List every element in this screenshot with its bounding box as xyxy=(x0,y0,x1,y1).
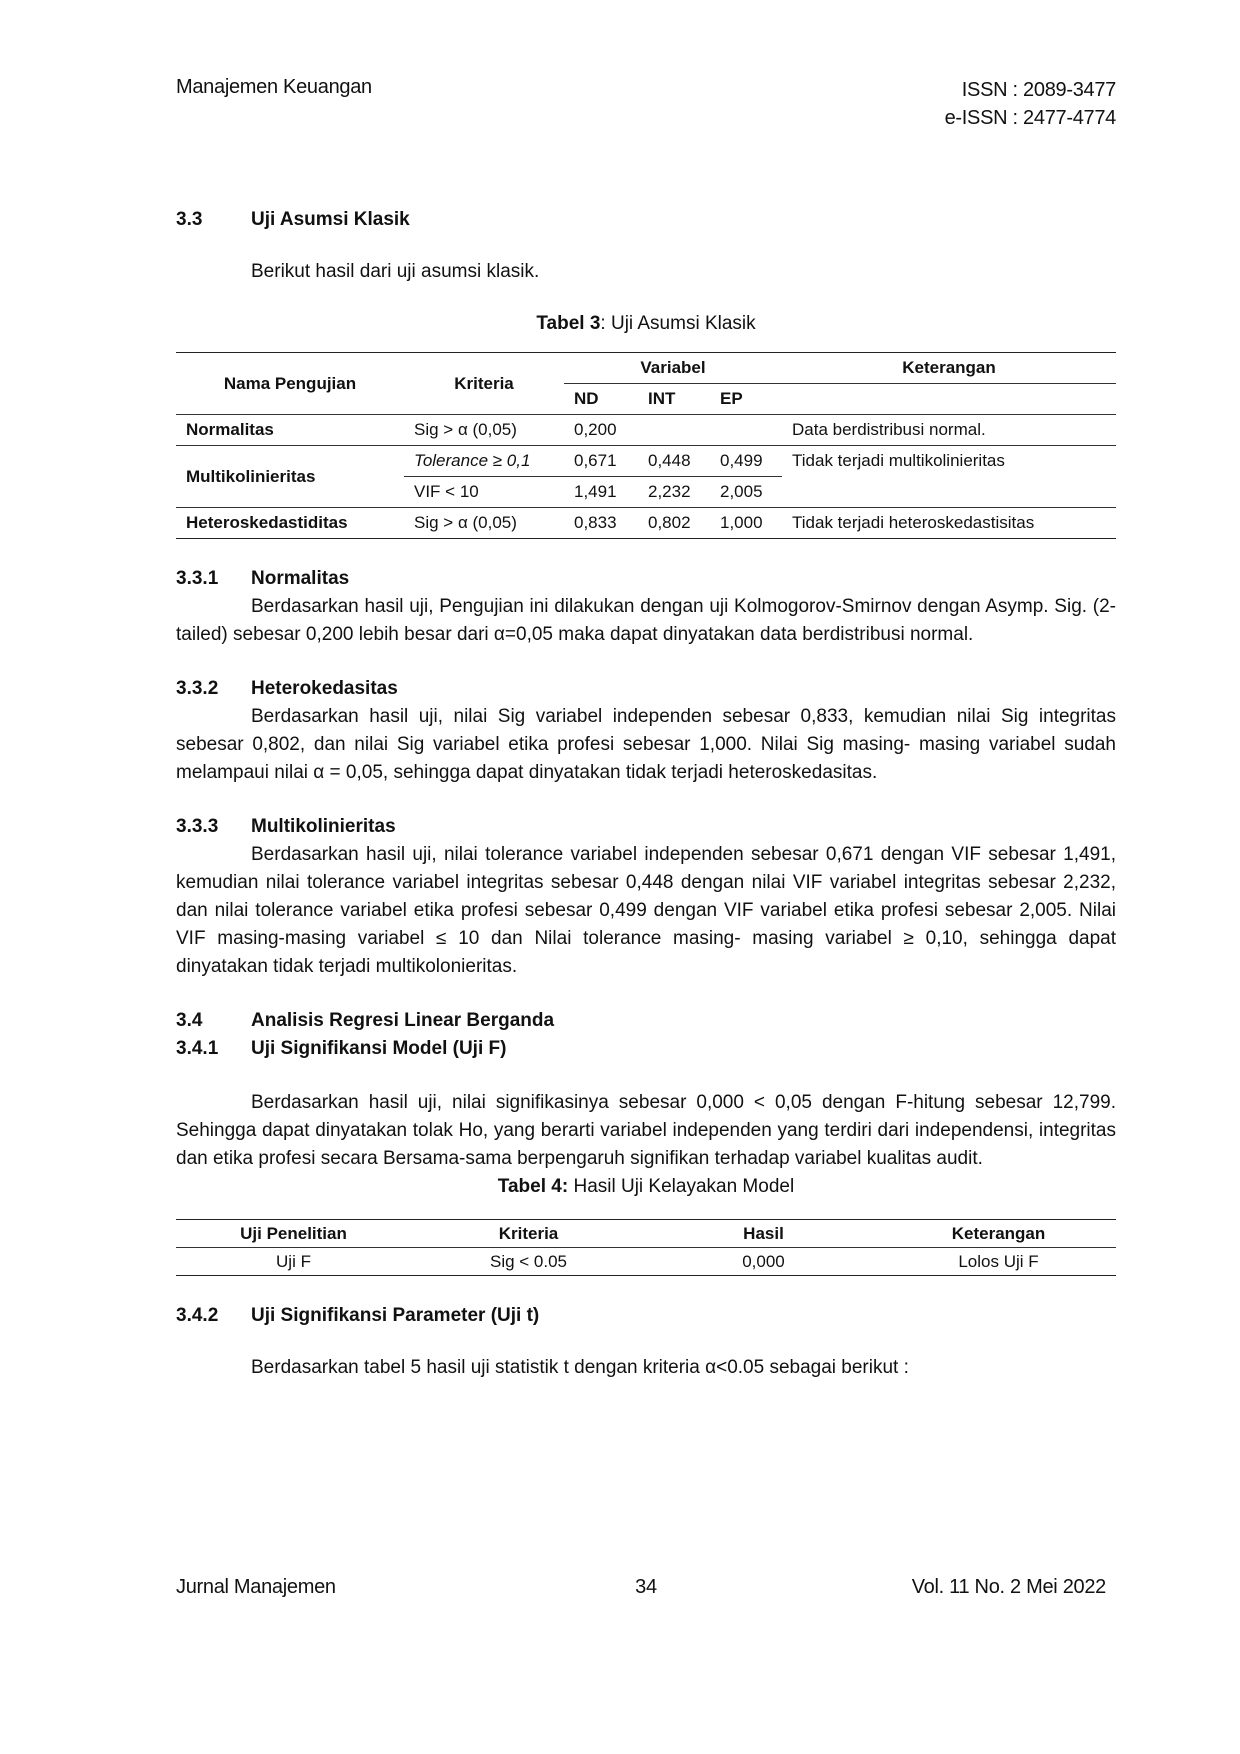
header-nd: ND xyxy=(574,389,599,408)
issn-block xyxy=(945,76,1116,132)
section-title: Uji Signifikansi Model (Uji F) xyxy=(251,1038,507,1059)
cell-int: 0,802 xyxy=(648,513,691,532)
journal-section: Manajemen Keuangan xyxy=(176,76,372,98)
header-nama: Nama Pengujian xyxy=(223,373,357,393)
header-keterangan: Keterangan xyxy=(782,353,1116,384)
section-number: 3.4.1 xyxy=(176,1038,219,1059)
cell-keterangan: Data berdistribusi normal. xyxy=(792,420,986,439)
eissn: e-ISSN : 2477-4774 xyxy=(944,107,1116,129)
section-3-4-1-heading xyxy=(176,1035,1116,1063)
header-hasil: Hasil xyxy=(743,1224,784,1243)
caption-text: : Uji Asumsi Klasik xyxy=(600,313,756,334)
section-title: Analisis Regresi Linear Berganda xyxy=(251,1010,555,1031)
cell-int: 2,232 xyxy=(648,482,691,501)
section-number: 3.3.1 xyxy=(176,568,219,589)
cell-ep: 1,000 xyxy=(720,513,763,532)
section-3-4-2-text: Berdasarkan tabel 5 hasil uji statistik t dengan kriteria α<0.05 sebagai berikut : xyxy=(251,1357,909,1378)
cell-nd: 0,671 xyxy=(564,446,638,477)
section-3-3-1-text: Berdasarkan hasil uji, Pengujian ini dilakukan dengan uji Kolmogorov-Smirnov dengan Asymp. Sig. (2- tailed) sebesar 0,200 lebih besar dari α=0,05 maka dapat dinyatakan data berdistribusi normal. xyxy=(176,596,1116,645)
table-header-row xyxy=(176,1220,1116,1248)
header-variabel: Variabel xyxy=(564,353,782,384)
header-kriteria: Kriteria xyxy=(454,373,514,393)
caption-label: Tabel 4: xyxy=(497,1176,569,1197)
cell-nama: Multikolinieritas xyxy=(186,466,316,486)
header-keterangan: Keterangan xyxy=(951,1224,1046,1243)
table-row xyxy=(176,446,1116,477)
section-title: Multikolinieritas xyxy=(251,816,396,837)
table-row xyxy=(176,508,1116,539)
section-number: 3.3.2 xyxy=(176,678,219,699)
cell-int: 0,448 xyxy=(638,446,710,477)
section-3-4-1-text: Berdasarkan hasil uji, nilai signifikasinya sebesar 0,000 < 0,05 dengan F-hitung sebesar 12,799. Sehingga dapat dinyatakan tolak Ho, yang berarti variabel independen yang terdiri dari independensi, integritas dan etika profesi secara Bersama-sama berpengaruh signifikan terhadap variabel kualitas audit. xyxy=(176,1092,1116,1169)
cell-nd: 0,200 xyxy=(574,420,617,439)
section-3-3-2-text: Berdasarkan hasil uji, nilai Sig variabel independen sebesar 0,833, kemudian nilai Sig integritas sebesar 0,802, dan nilai Sig variabel etika profesi sebesar 1,000. Nilai Sig masing- masing variabel sudah melampaui nilai α = 0,05, sehingga dapat dinyatakan tidak terjadi heteroskedasitas. xyxy=(176,706,1116,783)
section-3-3-2-heading xyxy=(176,675,1116,703)
section-3-3-intro: Berikut hasil dari uji asumsi klasik. xyxy=(251,261,540,282)
table-row xyxy=(176,1248,1116,1276)
cell-nd: 0,833 xyxy=(574,513,617,532)
footer-volume: Vol. 11 No. 2 Mei 2022 xyxy=(911,1576,1106,1598)
cell-nama: Normalitas xyxy=(186,420,274,439)
table-row xyxy=(176,415,1116,446)
footer-journal: Jurnal Manajemen xyxy=(176,1576,336,1598)
section-title: Uji Signifikansi Parameter (Uji t) xyxy=(251,1305,540,1326)
section-3-3-3-heading xyxy=(176,813,1116,841)
cell-hasil: 0,000 xyxy=(742,1252,785,1271)
header-kriteria: Kriteria xyxy=(498,1224,559,1243)
cell-kriteria: Sig > α (0,05) xyxy=(414,513,517,532)
main-content xyxy=(176,206,1116,1382)
cell-ep: 2,005 xyxy=(720,482,763,501)
table-3-caption xyxy=(176,310,1116,338)
cell-ep: 0,499 xyxy=(710,446,782,477)
caption-text: Hasil Uji Kelayakan Model xyxy=(568,1176,795,1197)
table-3 xyxy=(176,352,1116,539)
cell-nama: Heteroskedastiditas xyxy=(186,513,348,532)
section-3-3-1-heading xyxy=(176,565,1116,593)
header-int: INT xyxy=(648,389,676,408)
section-number: 3.4.2 xyxy=(176,1305,219,1326)
section-title: Heterokedasitas xyxy=(251,678,398,699)
cell-kriteria: Tolerance ≥ 0,1 xyxy=(404,446,564,477)
cell-int xyxy=(638,415,710,446)
cell-kriteria: Sig > α (0,05) xyxy=(414,420,517,439)
cell-keterangan: Tidak terjadi heteroskedastisitas xyxy=(792,513,1035,532)
cell-keterangan: Tidak terjadi multikolinieritas xyxy=(792,451,1005,470)
header-uji-penelitian: Uji Penelitian xyxy=(240,1224,347,1243)
section-3-3-3-text: Berdasarkan hasil uji, nilai tolerance variabel independen sebesar 0,671 dengan VIF sebesar 1,491, kemudian nilai tolerance variabel integritas sebesar 0,448 dengan nilai VIF variabel integritas sebesar 2,232, dan nilai tolerance variabel etika profesi sebesar 0,499 dengan VIF variabel etika profesi sebesar 2,005. Nilai VIF masing-masing variabel ≤ 10 dan Nilai tolerance masing- masing variabel ≥ 0,10, sehingga dapat dinyatakan tidak terjadi multikolonieritas. xyxy=(176,844,1116,977)
cell-keterangan: Lolos Uji F xyxy=(958,1252,1039,1271)
cell-kriteria: Sig < 0.05 xyxy=(489,1252,568,1271)
header-ep: EP xyxy=(720,389,743,408)
caption-label: Tabel 3 xyxy=(536,313,601,334)
page-number: 34 xyxy=(635,1576,657,1598)
section-title: Uji Asumsi Klasik xyxy=(251,209,410,230)
cell-nd: 1,491 xyxy=(574,482,617,501)
section-number: 3.4 xyxy=(176,1010,203,1031)
section-3-4-2-heading xyxy=(176,1302,1116,1330)
section-number: 3.3 xyxy=(176,209,203,230)
table-4 xyxy=(176,1219,1116,1276)
section-title: Normalitas xyxy=(251,568,350,589)
table-4-caption xyxy=(176,1173,1116,1201)
table-header-row xyxy=(176,353,1116,384)
section-number: 3.3.3 xyxy=(176,816,219,837)
cell-ep xyxy=(710,415,782,446)
issn: ISSN : 2089-3477 xyxy=(961,79,1116,101)
cell-kriteria: VIF < 10 xyxy=(414,482,479,501)
cell-uji: Uji F xyxy=(276,1252,311,1271)
section-3-3-heading xyxy=(176,206,1116,234)
section-3-4-heading xyxy=(176,1007,1116,1035)
